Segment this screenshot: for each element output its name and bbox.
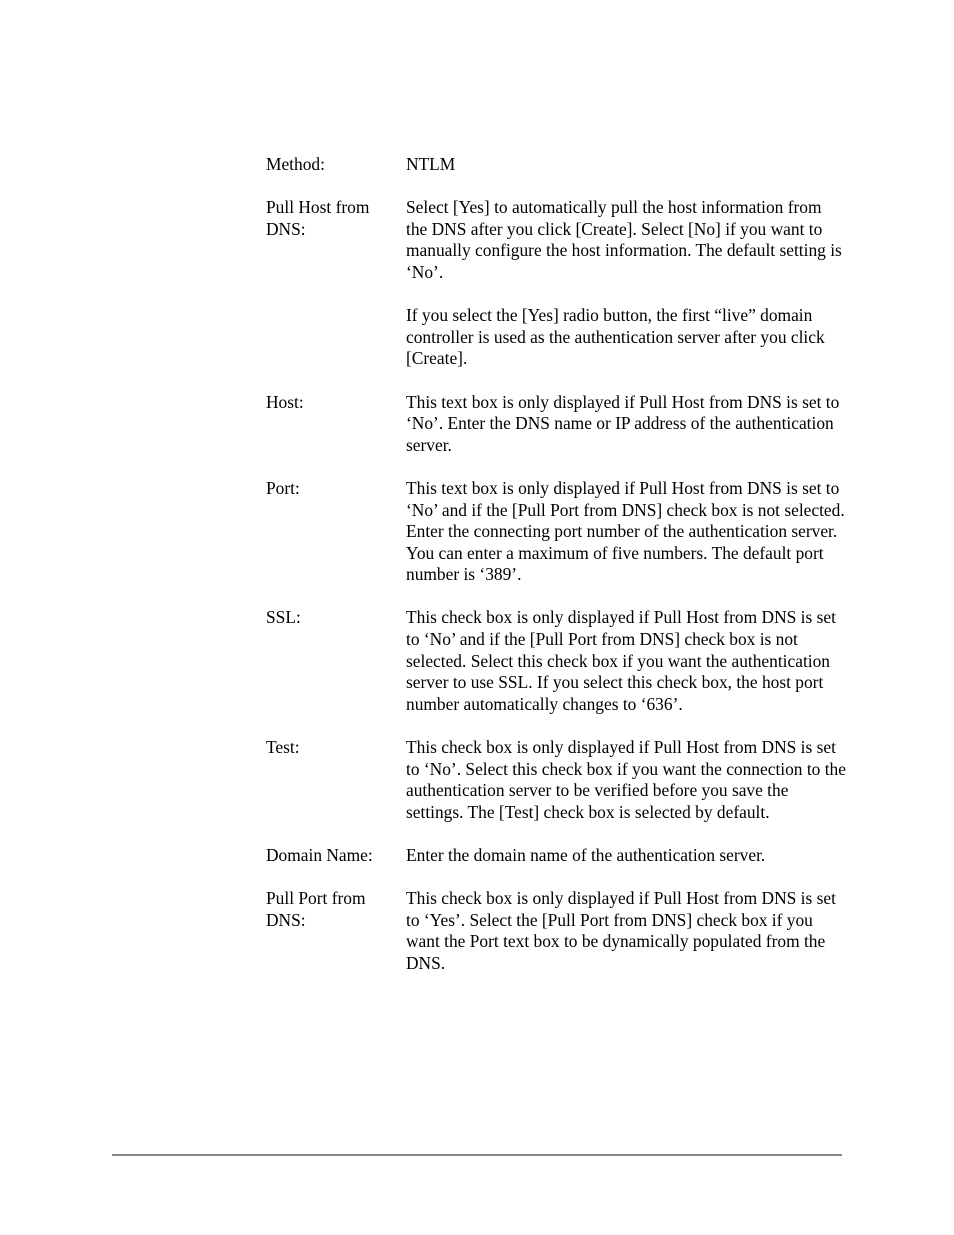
description-paragraph: NTLM — [406, 154, 456, 174]
description-paragraph: This check box is only displayed if Pull Host from DNS is set to ‘Yes’. Select the [Pull Port from DNS] check box if you want the Port text box to be dynamically populated from the DNS. — [406, 888, 836, 973]
description-paragraph: Select [Yes] to automatically pull the host information from the DNS after you click [Create]. Select [No] if you want to manually configure the host information. The default setting is ‘No’. — [406, 197, 842, 282]
term-label: Domain Name: — [266, 845, 373, 865]
term-label: SSL: — [266, 607, 301, 628]
description-paragraph: This text box is only displayed if Pull Host from DNS is set to ‘No’. Enter the DNS name or IP address of the authentication server. — [406, 391, 840, 455]
term-description — [406, 845, 846, 867]
term-description — [406, 197, 846, 370]
term-description — [406, 478, 846, 586]
description-paragraph: Enter the domain name of the authentication server. — [406, 845, 766, 865]
term-description — [406, 154, 846, 176]
description-paragraph: This check box is only displayed if Pull Host from DNS is set to ‘No’ and if the [Pull Port from DNS] check box is not selected. Select this check box if you want the authentication server to use SSL. If you select this check box, the host port number automatically changes to ‘636’. — [406, 607, 836, 714]
term-label: Test: — [266, 737, 300, 758]
term-description — [406, 737, 846, 823]
definition-method — [266, 154, 866, 176]
description-paragraph: This text box is only displayed if Pull Host from DNS is set to ‘No’ and if the [Pull Port from DNS] check box is not selected. Enter the connecting port number of the authentication server. You can enter a maximum of five numbers. The default port number is ‘389’. — [406, 477, 845, 585]
term-description — [406, 392, 846, 457]
term-label: Host: — [266, 391, 304, 412]
description-paragraph: This check box is only displayed if Pull Host from DNS is set to ‘No’. Select this check box if you want the connection to the authentication server to be verified before you save the settings. The [Test] check box is selected by default. — [406, 737, 846, 822]
description-paragraph: If you select the [Yes] radio button, the first “live” domain controller is used as the authentication server after you click [Create]. — [406, 305, 825, 369]
term-description — [406, 607, 846, 715]
definition-test — [266, 737, 866, 823]
definition-port — [266, 478, 866, 586]
term-description — [406, 888, 846, 974]
definition-list — [266, 154, 866, 996]
definition-host — [266, 392, 866, 457]
definition-domain-name — [266, 845, 866, 867]
definition-pull-port-from-dns — [266, 888, 866, 974]
term-label: Pull Host from DNS: — [266, 197, 370, 239]
term-label: Port: — [266, 477, 300, 498]
term-label: Method: — [266, 154, 325, 174]
footer-divider — [112, 1154, 842, 1156]
definition-ssl — [266, 607, 866, 715]
definition-pull-host-from-dns — [266, 197, 866, 370]
term-label: Pull Port from DNS: — [266, 888, 366, 930]
